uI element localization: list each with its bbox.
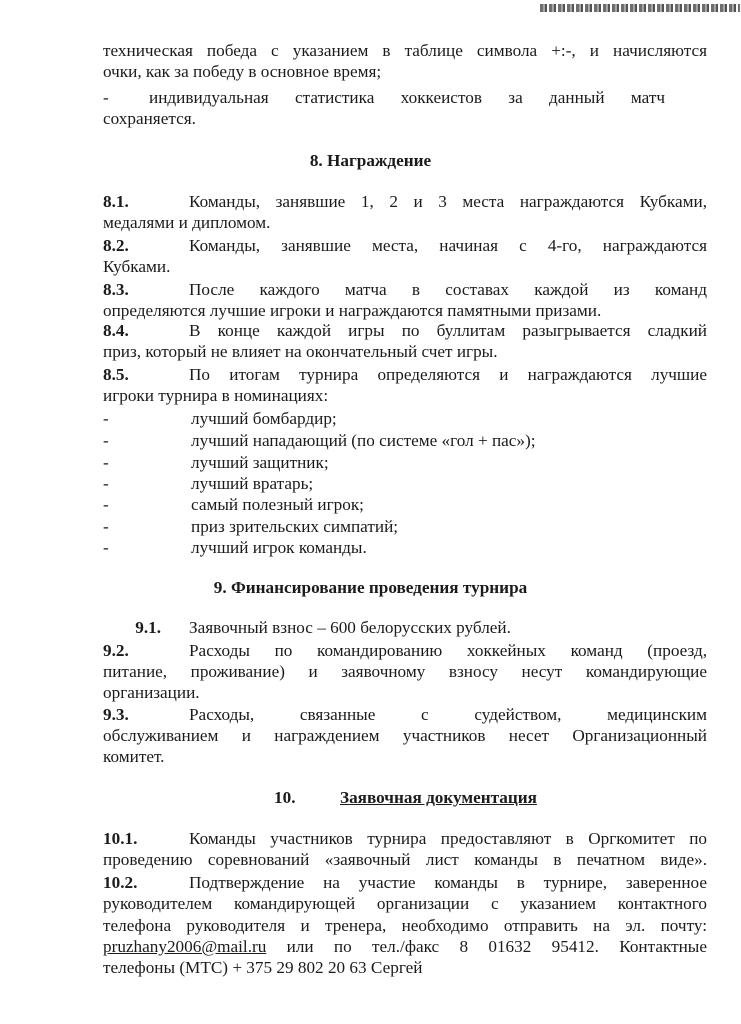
section-10-title: Заявочная документация (340, 788, 537, 807)
item-8-3-line-1: 8.3. После каждого матча в составах каждой из команд (103, 280, 707, 299)
item-10-2-line-5: телефоны (МТС) + 375 29 802 20 63 Сергей (103, 958, 423, 977)
item-number: 9.3. (103, 705, 129, 724)
item-8-3-line-2: определяются лучшие игроки и награждаются памятными призами. (103, 301, 602, 320)
intro-line-2: очки, как за победу в основное время; (103, 62, 382, 81)
intro-line-1: техническая победа с указанием в таблице символа +:-, и начисляются (103, 41, 707, 60)
item-number: 10.2. (103, 873, 138, 892)
item-8-1-line-1: 8.1. Команды, занявшие 1, 2 и 3 места награждаются Кубками, (103, 192, 707, 211)
item-10-1-line-1: 10.1. Команды участников турнира предоставляют в Оргкомитет по (103, 829, 707, 848)
section-10-number: 10. (274, 788, 296, 807)
nomination-item: - приз зрительских симпатий; (103, 517, 399, 536)
bullet-dash: - (103, 88, 109, 107)
item-9-2-line-1: 9.2. Расходы по командированию хоккейных команд (проезд, (103, 641, 707, 660)
scan-artifact (540, 4, 740, 12)
item-10-1-line-2: проведению соревнований «заявочный лист команды в печатном виде». (103, 850, 707, 869)
item-9-3-line-2: обслуживанием и награждением участников несет Организационный (103, 726, 707, 745)
item-number: 8.4. (103, 321, 129, 340)
item-10-2-line-1: 10.2. Подтверждение на участие команды в турнире, заверенное (103, 873, 707, 892)
item-number: 9.1. (135, 618, 161, 637)
nomination-item: - самый полезный игрок; (103, 495, 364, 514)
item-number: 8.2. (103, 236, 129, 255)
item-number: 8.3. (103, 280, 129, 299)
item-10-2-line-3: телефона руководителя и тренера, необходимо отправить на эл. почту: (103, 916, 707, 935)
email-link[interactable]: pruzhany2006@mail.ru (103, 937, 267, 956)
nomination-item: - лучший вратарь; (103, 474, 314, 493)
item-8-2-line-1: 8.2. Команды, занявшие места, начиная с 4-го, награждаются (103, 236, 707, 255)
item-number: 8.1. (103, 192, 129, 211)
item-number: 8.5. (103, 365, 129, 384)
item-8-5-line-2: игроки турнира в номинациях: (103, 386, 329, 405)
item-9-3-line-1: 9.3. Расходы, связанные с судейством, медицинским (103, 705, 707, 724)
nomination-item: - лучший защитник; (103, 453, 329, 472)
bullet-text: индивидуальная статистика хоккеистов за данный матч (149, 88, 665, 107)
item-9-3-line-3: комитет. (103, 747, 165, 766)
item-8-4-line-1: 8.4. В конце каждой игры по буллитам разыгрывается сладкий (103, 321, 707, 340)
section-8-title: 8. Награждение (309, 151, 432, 170)
item-9-2-line-3: организации. (103, 683, 200, 702)
item-8-4-line-2: приз, который не влияет на окончательный счет игры. (103, 342, 498, 361)
intro-bullet-line-2: сохраняется. (103, 109, 196, 128)
item-10-2-line-4: pruzhany2006@mail.ru или по тел./факс 8 01632 95412. Контактные (103, 937, 707, 956)
item-8-1-line-2: медалями и дипломом. (103, 213, 271, 232)
item-8-2-line-2: Кубками. (103, 257, 171, 276)
intro-bullet-line-1 (103, 87, 707, 108)
nomination-item: - лучший нападающий (по системе «гол + пас»); (103, 431, 536, 450)
section-9-title: 9. Финансирование проведения турнира (213, 578, 528, 597)
item-10-2-line-2: руководителем командирующей организации с указанием контактного (103, 894, 707, 913)
nomination-item: - лучший игрок команды. (103, 538, 367, 557)
nomination-item: - лучший бомбардир; (103, 409, 337, 428)
item-number: 9.2. (103, 641, 129, 660)
item-9-2-line-2: питание, проживание) и заявочному взносу несут командирующие (103, 662, 707, 681)
item-9-1-line-1: 9.1. Заявочный взнос – 600 белорусских рублей. (103, 617, 707, 638)
item-8-5-line-1: 8.5. По итогам турнира определяются и награждаются лучшие (103, 365, 707, 384)
item-number: 10.1. (103, 829, 138, 848)
